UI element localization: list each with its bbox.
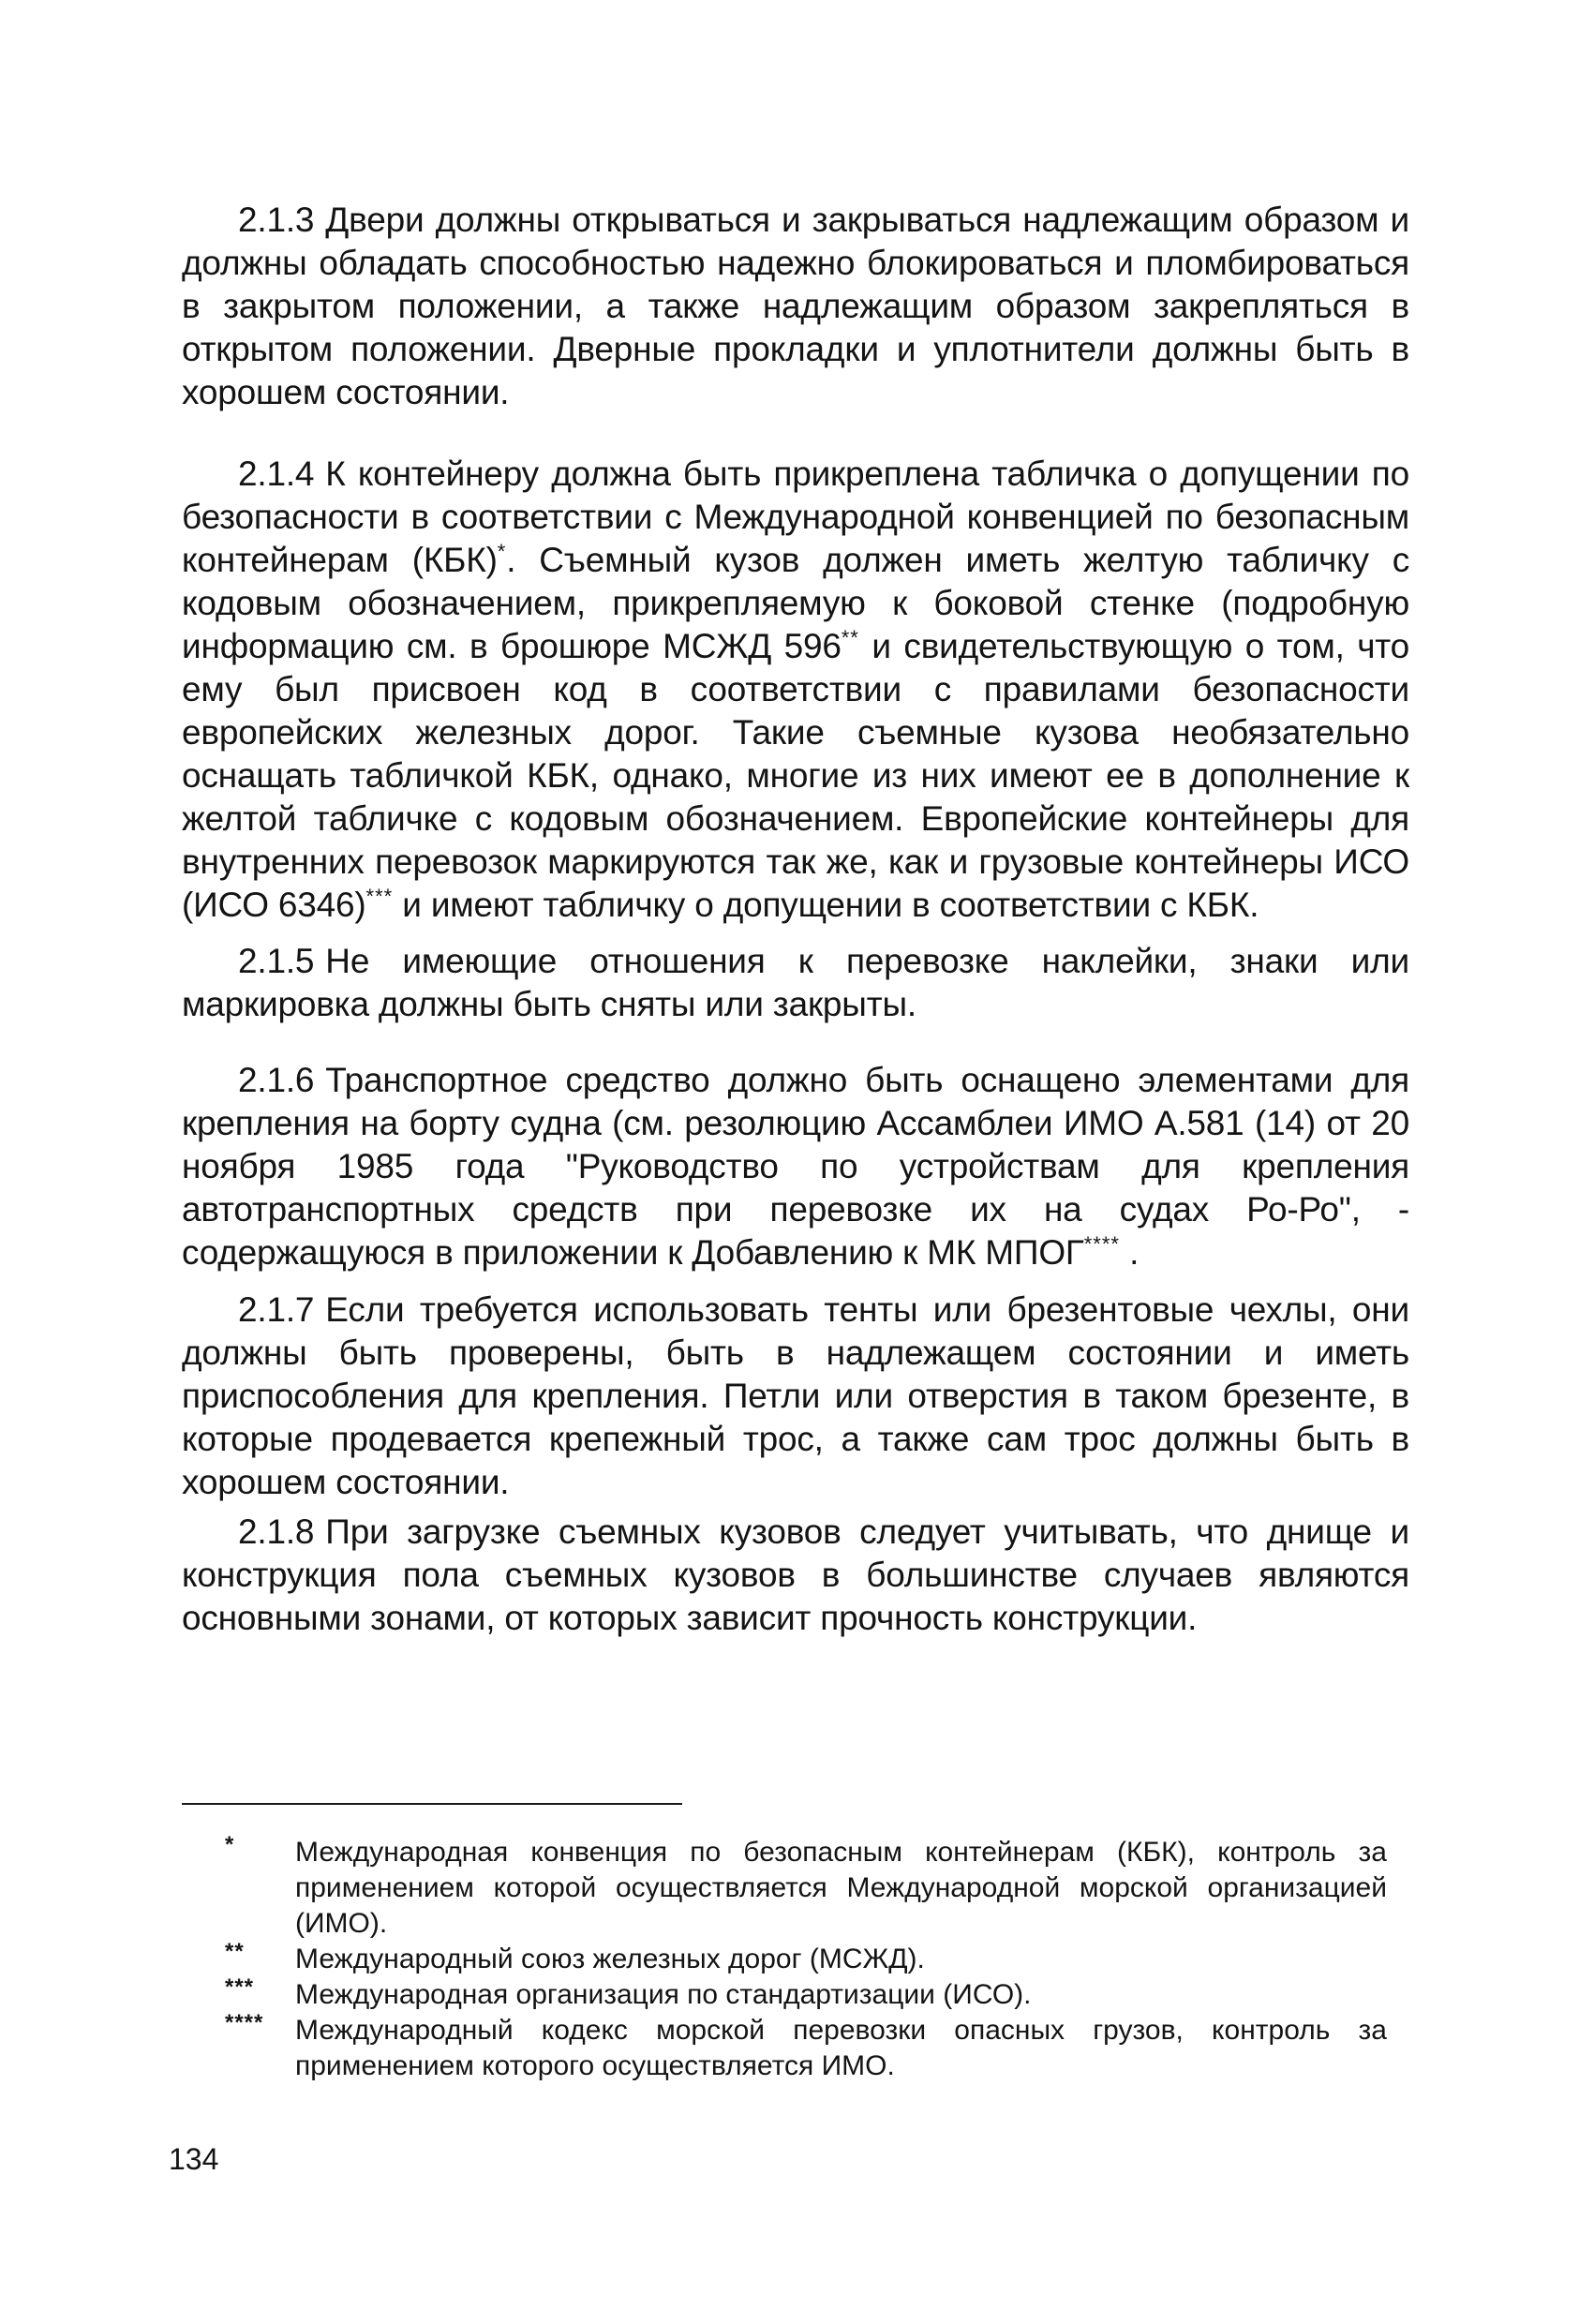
paragraph-2-1-6 <box>182 1059 1409 1274</box>
footnote-3 <box>225 1974 1387 2013</box>
paragraph-number: 2.1.3 <box>238 201 315 239</box>
footnote-text: Международная конвенция по безопасным контейнерам (КБК), контроль за применением которой осуществляется Международной морской организацией (ИМО). <box>295 1837 1387 1939</box>
paragraph-text: . Съемный кузов должен иметь желтую табличку с кодовым обозначением, прикрепляемую к боковой стенке (подробную информацию см. в брошюре МСЖД 596 <box>182 541 1409 665</box>
footnote-mark: ** <box>225 1939 245 1964</box>
footnote-1 <box>225 1832 1387 1942</box>
footnote-text: Международная организация по стандартизации (ИСО). <box>295 1979 1032 2010</box>
paragraph-text: Если требуется использовать тенты или брезентовые чехлы, они должны быть проверены, быть в надлежащем состоянии и иметь приспособления для крепления. Петли или отверстия в таком брезенте, в которые продевается крепежный трос, а также сам трос должны быть в хорошем состоянии. <box>182 1290 1409 1501</box>
footnote-reference: *** <box>365 885 394 908</box>
paragraph-2-1-8 <box>182 1511 1409 1640</box>
paragraph-2-1-3 <box>182 199 1409 414</box>
footnote-text: Международный союз железных дорог (МСЖД). <box>295 1944 925 1974</box>
paragraph-text: и свидетельствующую о том, что ему был присвоен код в соответствии с правилами безопасности европейских железных дорог. Такие съемные кузова необязательно оснащать табличкой КБК, однако, многие из них имеют ее в дополнение к желтой табличке с кодовым обозначением. Европейские контейнеры для внутренних перевозок маркируются так же, как и грузовые контейнеры ИСО (ИСО 6346) <box>182 627 1409 924</box>
paragraph-text: и имеют табличку о допущении в соответствии с КБК. <box>393 886 1259 924</box>
paragraph-text: Двери должны открываться и закрываться надлежащим образом и должны обладать способностью надежно блокироваться и пломбироваться в закрытом положении, а также надлежащим образом закрепляться в открытом положении. Дверные прокладки и уплотнители должны быть в хорошем состоянии. <box>182 201 1409 411</box>
paragraph-number: 2.1.8 <box>238 1512 315 1551</box>
paragraph-number: 2.1.7 <box>238 1290 315 1329</box>
footnote-2 <box>225 1939 1387 1977</box>
paragraph-text: К контейнеру должна быть прикреплена табличка о допущении по безопасности в соответствии с Международной конвенцией по безопасным контейнерам (КБК) <box>182 454 1409 579</box>
page-number: 134 <box>169 2142 219 2176</box>
footnote-mark: *** <box>225 1974 255 2000</box>
paragraph-text: . <box>1119 1233 1140 1272</box>
paragraph-text: Не имеющие отношения к перевозке наклейки, знаки или маркировка должны быть сняты или закрыты. <box>182 942 1409 1023</box>
footnote-reference: ** <box>841 626 859 649</box>
footnote-4 <box>225 2010 1387 2084</box>
footnote-mark: * <box>225 1832 235 1857</box>
paragraph-number: 2.1.4 <box>238 454 315 493</box>
footnote-divider <box>182 1803 682 1805</box>
paragraph-2-1-7 <box>182 1289 1409 1504</box>
paragraph-2-1-5 <box>182 940 1409 1026</box>
paragraph-text: Транспортное средство должно быть оснащено элементами для крепления на борту судна (см. резолюцию Ассамблеи ИМО А.581 (14) от 20 ноября 1985 года "Руководство по устройствам для крепления автотранспортных средств при перевозке их на судах Ро-Ро", - содержащуюся в приложении к Добавлению к МК МПОГ <box>182 1061 1409 1272</box>
paragraph-number: 2.1.6 <box>238 1061 315 1099</box>
paragraph-text: При загрузке съемных кузовов следует учитывать, что днище и конструкция пола съемных кузовов в большинстве случаев являются основными зонами, от которых зависит прочность конструкции. <box>182 1512 1409 1637</box>
paragraph-2-1-4 <box>182 453 1409 927</box>
footnote-reference: **** <box>1083 1232 1120 1256</box>
paragraph-number: 2.1.5 <box>238 942 315 980</box>
footnote-text: Международный кодекс морской перевозки опасных грузов, контроль за применением которого осуществляется ИМО. <box>295 2015 1387 2081</box>
footnote-reference: * <box>497 540 507 563</box>
footnote-mark: **** <box>225 2010 264 2035</box>
footnotes-section <box>225 1832 1387 2084</box>
